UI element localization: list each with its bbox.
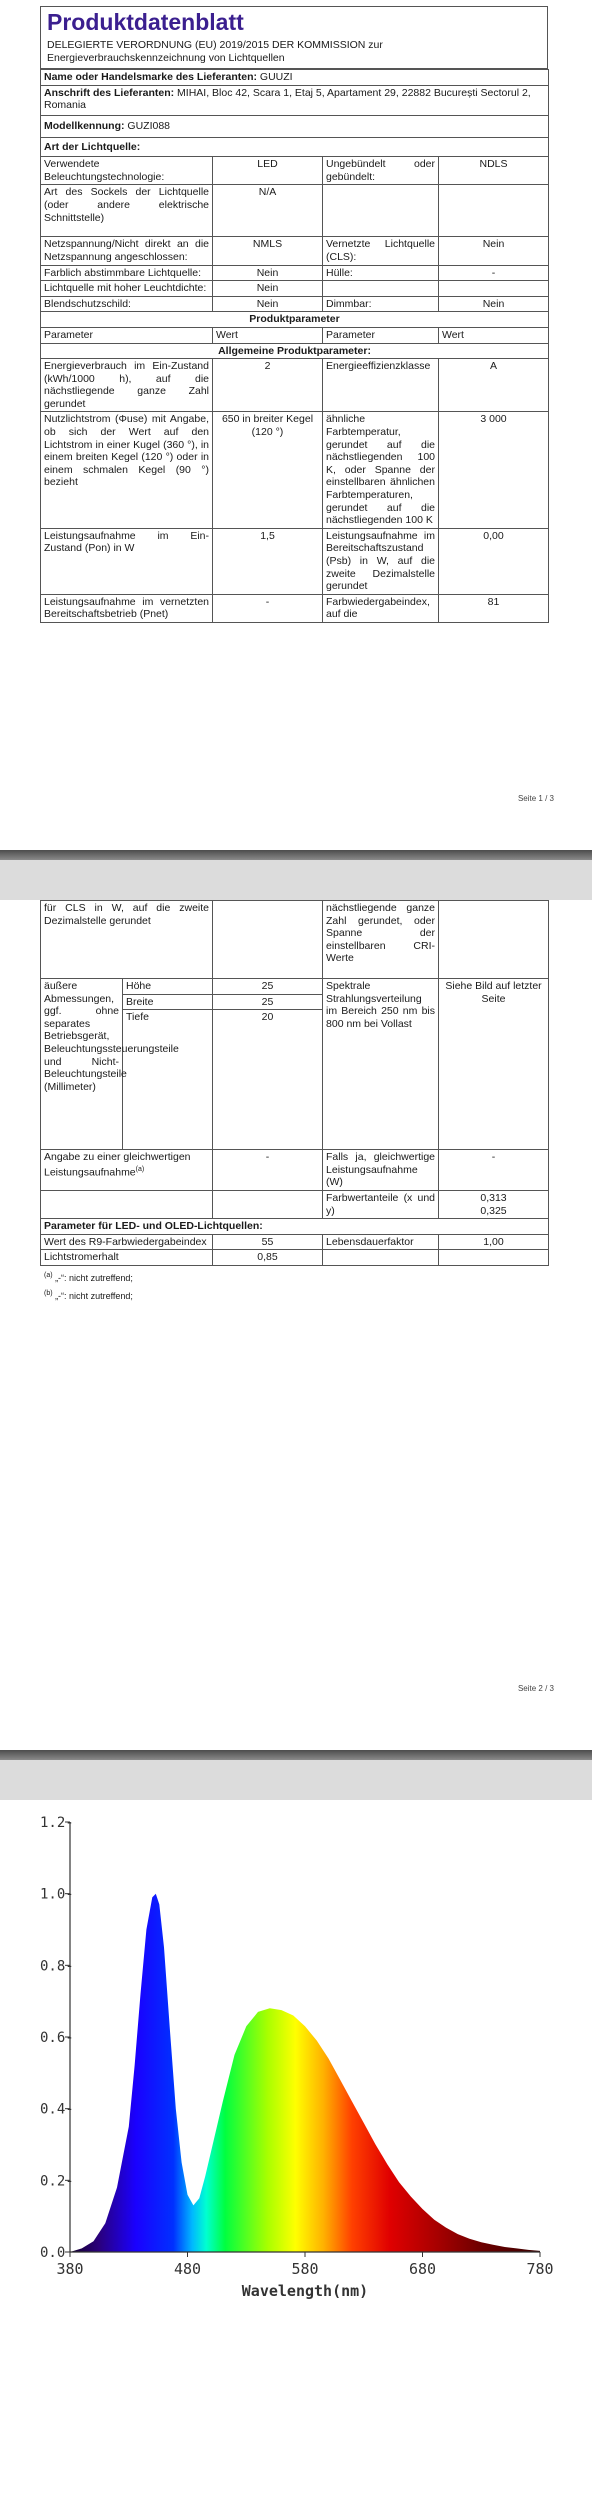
product-sheet-table [40, 69, 549, 623]
lumen-maintenance-row [41, 1250, 549, 1266]
type-value-2: Nein [439, 237, 549, 265]
page-title: Produktdatenblatt [47, 9, 244, 35]
light-source-type-row [41, 137, 549, 157]
type-row [41, 157, 549, 185]
param-value-1: 650 in breiter Kegel (120 °) [213, 412, 323, 528]
page-number: Seite 1 / 3 [517, 794, 554, 803]
param-row [41, 594, 549, 622]
type-label-1: Art des Sockels der Lichtquelle (oder andere elektrische Schnittstelle) [41, 185, 213, 237]
type-row [41, 265, 549, 281]
param-value-1: - [213, 594, 323, 622]
x-tick-label: 780 [526, 2260, 554, 2278]
y-tick-label: 1.2- [40, 1815, 74, 1831]
param-row [41, 528, 549, 594]
r9-label: Wert des R9-Farbwiedergabeindex [41, 1234, 213, 1250]
y-tick-label: 0.8- [40, 1958, 74, 1975]
empty-cell [439, 1250, 549, 1266]
page-1 [0, 0, 592, 850]
x-tick-label: 680 [408, 2260, 437, 2278]
footnote-a [44, 1270, 592, 1284]
param-value-1: 2 [213, 359, 323, 412]
page-2 [0, 900, 592, 1750]
type-value-1: Nein [213, 281, 323, 297]
supplier-name-label: Name oder Handelsmarke des Lieferanten: [44, 71, 257, 84]
y-tick-label: 1.0- [40, 1886, 74, 1903]
param-label-2: Leistungsaufnahme im Bereitschaftszustand (Psb) in W, auf die zweite Dezimalstelle gerundet [323, 528, 439, 594]
separator-bar [0, 850, 592, 860]
type-value-1: Nein [213, 296, 323, 312]
model-label: Modellkennung: [44, 119, 125, 132]
footnotes [0, 1270, 592, 1302]
y-tick-label: 0.6- [40, 2030, 74, 2046]
type-value-1: LED [213, 157, 323, 185]
supplier-name-row [41, 70, 549, 86]
chromaticity-x: 0,313 [480, 1191, 507, 1204]
param-value-2: 3 000 [439, 412, 549, 528]
type-value-1: NMLS [213, 237, 323, 265]
separator-bar [0, 1750, 592, 1760]
dimension-name: Höhe [123, 979, 213, 995]
product-params-heading: Produktparameter [41, 312, 549, 328]
footnote-b-text: „-“: nicht zutreffend; [52, 1290, 133, 1301]
type-label-1: Farblich abstimmbare Lichtquelle: [41, 265, 213, 281]
empty-cell [41, 1190, 213, 1218]
lumen-maintenance-label: Lichtstromerhalt [41, 1250, 213, 1266]
supplier-address-row [41, 85, 549, 115]
equivalent-value: - [213, 1150, 323, 1191]
dimension-name: Tiefe [123, 1010, 213, 1150]
chromaticity-label: Farbwertanteile (x und y) [323, 1190, 439, 1218]
footnote-marker-a: (a) [135, 1165, 145, 1173]
page-number: Seite 2 / 3 [517, 1684, 554, 1693]
chromaticity-values [439, 1190, 549, 1218]
dimension-row [41, 979, 549, 995]
model-value: GUZI088 [127, 119, 171, 132]
param-label-1: Leistungsaufnahme im vernetzten Bereitschaftsbetrieb (Pnet) [41, 594, 213, 622]
y-tick-label: 0.0 [40, 2245, 66, 2261]
param-label-2: Farbwiedergabeindex, auf die [323, 594, 439, 622]
column-header-value: Wert [439, 327, 549, 343]
led-params-heading: Parameter für LED- und OLED-Lichtquellen: [41, 1219, 549, 1235]
page-separator [0, 1750, 592, 1800]
equivalent-power-label: Falls ja, gleichwertige Leistungsaufnahme (W) [323, 1150, 439, 1191]
type-label-2 [323, 281, 439, 297]
product-sheet-table-continued [40, 900, 549, 1266]
equivalent-label [41, 1150, 213, 1191]
title-block [40, 6, 548, 69]
y-tick-label: 0.4- [40, 2101, 74, 2118]
param-label-1: Leistungsaufnahme im Ein-Zustand (Pon) in W [41, 528, 213, 594]
plot-area [40, 1815, 554, 2278]
survival-factor-value: 1,00 [439, 1234, 549, 1250]
general-params-heading: Allgemeine Produktparameter: [41, 343, 549, 359]
column-header-parameter: Parameter [323, 327, 439, 343]
x-tick-label: 480 [173, 2260, 202, 2278]
survival-factor-label: Lebensdauerfaktor [323, 1234, 439, 1250]
type-row [41, 185, 549, 237]
dimensions-label: äußere Abmessungen, ggf. ohne separates Betriebsgerät, Beleuchtungssteuerungsteile und Nicht-Beleuchtungsteile (Millimeter) [41, 979, 123, 1150]
type-value-2 [439, 281, 549, 297]
param-label-2: nächstliegende ganze Zahl gerundet, oder Spanne der einstellbaren CRI-Werte [323, 901, 439, 979]
param-row [41, 359, 549, 412]
type-label-1: Blendschutzschild: [41, 296, 213, 312]
dimension-value: 25 [213, 979, 323, 995]
dimension-value: 25 [213, 994, 323, 1010]
column-header-parameter: Parameter [41, 327, 213, 343]
spectrum-chart [0, 1800, 592, 2360]
type-label-2: Dimmbar: [323, 296, 439, 312]
param-value-2: 81 [439, 594, 549, 622]
x-axis-title: Wavelength(nm) [241, 2282, 369, 2300]
chromaticity-y: 0,325 [480, 1204, 507, 1217]
type-label-1: Lichtquelle mit hoher Leuchtdichte: [41, 281, 213, 297]
type-value-1: N/A [213, 185, 323, 237]
footnote-a-text: „-“: nicht zutreffend; [52, 1272, 133, 1283]
type-label-2: Ungebündelt oder gebündelt: [323, 157, 439, 185]
type-value-2: - [439, 265, 549, 281]
equivalent-row [41, 1150, 549, 1191]
param-label-1: Energieverbrauch im Ein-Zustand (kWh/1000 h), auf die nächstliegende ganze Zahl gerundet [41, 359, 213, 412]
y-tick-label: 0.2- [40, 2173, 74, 2190]
param-label-2: Energieeffizienzklasse [323, 359, 439, 412]
param-value-2: 0,00 [439, 528, 549, 594]
x-tick-label: 580 [291, 2260, 319, 2278]
lumen-maintenance-value: 0,85 [213, 1250, 323, 1266]
param-row [41, 412, 549, 528]
general-params-heading-row [41, 343, 549, 359]
page-separator [0, 850, 592, 900]
light-source-type-heading: Art der Lichtquelle: [41, 137, 549, 157]
type-label-1: Verwendete Beleuchtungstechnologie: [41, 157, 213, 185]
type-row [41, 281, 549, 297]
x-tick-label: 380 [56, 2260, 84, 2278]
model-row [41, 115, 549, 137]
type-value-1: Nein [213, 265, 323, 281]
product-params-heading-row [41, 312, 549, 328]
param-label-1: Nutzlichtstrom (Φuse) mit Angabe, ob sich der Wert auf den Lichtstrom in einer Kugel (360 °), in einem breiten Kegel (120 °) oder in einem schmalen Kegel (90 °) bezieht [41, 412, 213, 528]
spectral-value: Siehe Bild auf letzter Seite [439, 979, 549, 1150]
supplier-address-label: Anschrift des Lieferanten: [44, 86, 175, 99]
type-label-1: Netzspannung/Nicht direkt an die Netzspannung angeschlossen: [41, 237, 213, 265]
footnote-b-marker: (b) [44, 1289, 53, 1297]
equivalent-label-text: Angabe zu einer gleichwertigen Leistungsaufnahme [44, 1151, 191, 1179]
type-label-2: Hülle: [323, 265, 439, 281]
param-label-2: ähnliche Farbtemperatur, gerundet auf die nächstliegenden 100 K, oder Spanne der einstellbaren ähnlichen Farbtemperaturen, gerundet auf die nächstliegenden 100 K [323, 412, 439, 528]
dimension-name: Breite [123, 994, 213, 1010]
type-row [41, 237, 549, 265]
empty-cell [213, 1190, 323, 1218]
column-header-value: Wert [213, 327, 323, 343]
column-header-row [41, 327, 549, 343]
type-label-2 [323, 185, 439, 237]
param-value-2 [439, 901, 549, 979]
type-value-2 [439, 185, 549, 237]
type-value-2: Nein [439, 296, 549, 312]
spectrum-svg [0, 1800, 592, 2360]
regulation-text: DELEGIERTE VERORDNUNG (EU) 2019/2015 DER KOMMISSION zur Energieverbrauchskennzeichnung von Lichtquellen [47, 39, 383, 64]
footnote-b [44, 1288, 592, 1302]
empty-cell [323, 1250, 439, 1266]
param-label-1: für CLS in W, auf die zweite Dezimalstelle gerundet [41, 901, 213, 979]
dimension-value: 20 [213, 1010, 323, 1150]
spectrum-area [70, 1894, 540, 2252]
type-row [41, 296, 549, 312]
r9-value: 55 [213, 1234, 323, 1250]
footnote-a-marker: (a) [44, 1271, 53, 1279]
led-heading-row [41, 1219, 549, 1235]
type-value-2: NDLS [439, 157, 549, 185]
param-row-continued [41, 901, 549, 979]
spectral-label: Spektrale Strahlungsverteilung im Bereich 250 nm bis 800 nm bei Vollast [323, 979, 439, 1150]
supplier-name-value: GUUZI [259, 71, 293, 84]
r9-row [41, 1234, 549, 1250]
type-label-2: Vernetzte Lichtquelle (CLS): [323, 237, 439, 265]
param-value-2: A [439, 359, 549, 412]
chromaticity-row [41, 1190, 549, 1218]
equivalent-power-value: - [439, 1150, 549, 1191]
supplier-address-value: MIHAI, Bloc 42, Scara 1, Etaj 5, Apartament 29, 22882 București Sectorul 2, Romania [44, 86, 531, 112]
param-value-1: 1,5 [213, 528, 323, 594]
param-value-1 [213, 901, 323, 979]
